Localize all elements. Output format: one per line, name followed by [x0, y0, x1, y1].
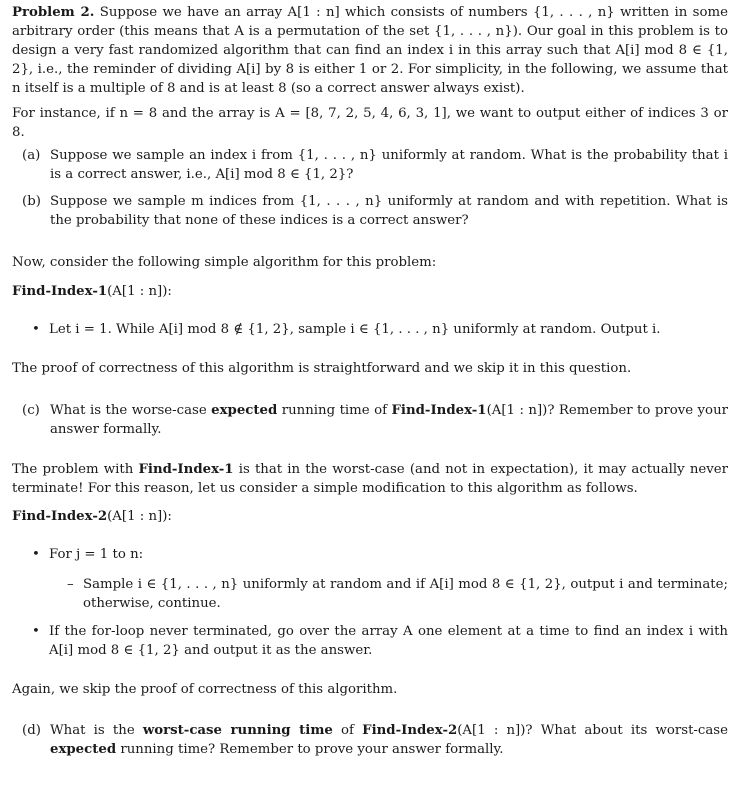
alg1-heading [12, 282, 728, 301]
alg2-heading [12, 507, 728, 526]
part-d-text [50, 721, 728, 759]
now-paragraph: Now, consider the following simple algorithm for this problem: [12, 255, 437, 270]
part-c-pre: What is the worse-case [50, 403, 212, 418]
part-a-label: (a) [22, 148, 41, 163]
problem-post: is that in the worst-case (and not in expectation), it may actually never terminate! For this reason, let us consider a simple modification to this algorithm as follows. [12, 462, 728, 496]
intro-text: Suppose we have an array A[1 : n] which consists of numbers {1, . . . , n} written in some arbitrary order (this means that A is a permutation of the set {1, . . . , n}). Our goal in this problem is to design a very fast randomized algorithm that can find an index i in this array such that A[i] mod 8 ∈ {1, 2}, i.e., the reminder of dividing A[i] by 8 is either 1 or 2. For simplicity, in the following, we assume that n itself is a multiple of 8 and is at least 8 (so a correct answer always exist). [12, 5, 728, 96]
alg1-name: Find-Index-1 [12, 284, 108, 299]
part-c-bold-expected: expected [211, 403, 278, 418]
part-d-bold-expected: expected [50, 742, 117, 757]
part-c-post: (A[1 : n])? Remember to prove your answer formally. [50, 403, 728, 437]
part-a-text: Suppose we sample an index i from {1, . . . , n} uniformly at random. What is the probability that i is a correct answer, i.e., A[i] mod 8 ∈ {1, 2}? [50, 148, 728, 182]
alg1-bullet [32, 320, 728, 339]
alg2-signature: (A[1 : n]): [107, 509, 172, 524]
alg1-bullet-text: Let i = 1. While A[i] mod 8 ∉ {1, 2}, sample i ∈ {1, . . . , n} uniformly at random. Output i. [49, 322, 661, 337]
problem-paragraph [12, 460, 728, 498]
dash-icon: – [67, 577, 74, 592]
part-d-mid: of [332, 723, 363, 738]
part-d-mid2: (A[1 : n])? What about its worst-case [457, 723, 728, 738]
part-c-bold-alg: Find-Index-1 [391, 403, 487, 418]
part-c-label: (c) [22, 403, 40, 418]
bullet-icon: • [32, 547, 40, 562]
problem-pre: The problem with [12, 462, 139, 477]
alg2-name: Find-Index-2 [12, 509, 108, 524]
part-b-label: (b) [22, 194, 41, 209]
problem-bold-alg: Find-Index-1 [138, 462, 234, 477]
alg2-bullet-1 [32, 545, 728, 564]
problem-heading: Problem 2. [12, 5, 95, 20]
proof-paragraph: The proof of correctness of this algorithm is straightforward and we skip it in this question. [12, 361, 632, 376]
part-d [22, 721, 728, 759]
alg2-bullet-2 [32, 622, 728, 660]
again-paragraph: Again, we skip the proof of correctness of this algorithm. [12, 682, 398, 697]
alg2-sub-bullet [67, 575, 728, 613]
part-c-text [50, 401, 728, 439]
alg2-bullet-2-text: If the for-loop never terminated, go over the array A one element at a time to find an index i with A[i] mod 8 ∈ {1, 2} and output it as the answer. [49, 624, 728, 658]
part-d-pre: What is the [50, 723, 143, 738]
part-d-bold-alg: Find-Index-2 [362, 723, 458, 738]
bullet-icon: • [32, 322, 40, 337]
intro-paragraph [12, 3, 728, 98]
alg1-signature: (A[1 : n]): [107, 284, 172, 299]
alg2-bullet-1-text: For j = 1 to n: [49, 547, 144, 562]
part-d-bold-worst: worst-case running time [142, 723, 333, 738]
part-d-label: (d) [22, 723, 41, 738]
part-d-post: running time? Remember to prove your answer formally. [116, 742, 504, 757]
example-paragraph: For instance, if n = 8 and the array is A = [8, 7, 2, 5, 4, 6, 3, 1], we want to output either of indices 3 or 8. [12, 106, 728, 140]
part-a [22, 146, 728, 184]
part-b-text: Suppose we sample m indices from {1, . . . , n} uniformly at random and with repetition. What is the probability that none of these indices is a correct answer? [50, 194, 728, 228]
part-c [22, 401, 728, 439]
part-b [22, 192, 728, 230]
part-c-mid: running time of [277, 403, 392, 418]
alg2-sub-bullet-text: Sample i ∈ {1, . . . , n} uniformly at random and if A[i] mod 8 ∈ {1, 2}, output i and terminate; otherwise, continue. [83, 577, 728, 611]
bullet-icon: • [32, 624, 40, 639]
